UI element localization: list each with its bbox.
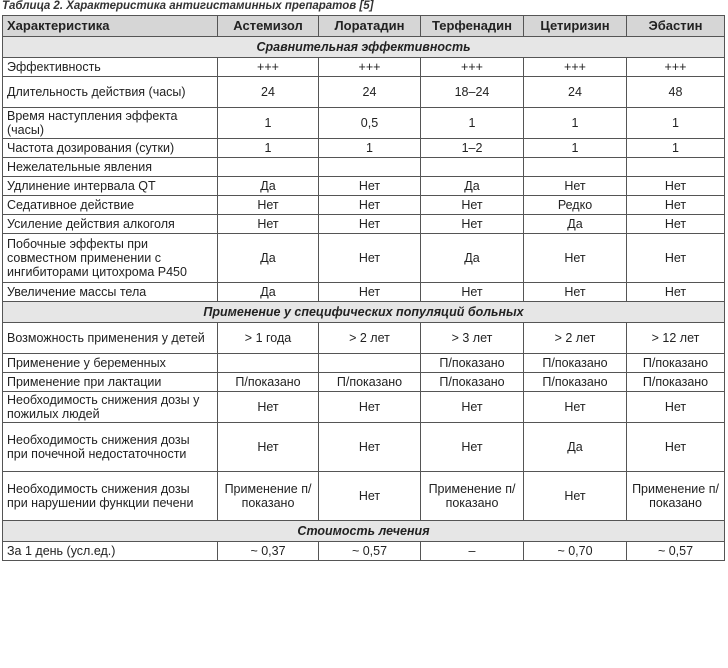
row-label: Седативное действие	[3, 196, 218, 215]
table-title: Таблица 2. Характеристика антигистаминных препаратов [5]	[2, 0, 374, 12]
header-cell-ebastine: Эбастин	[627, 16, 725, 37]
table-cell: П/показано	[319, 373, 421, 392]
row-label: Необходимость снижения дозы у пожилых людей	[3, 392, 218, 423]
table-cell: Нет	[627, 423, 725, 472]
row-label: Применение при лактации	[3, 373, 218, 392]
row-label: Побочные эффекты при совместном применении с ингибиторами цитохрома Р450	[3, 234, 218, 283]
table-cell: ~ 0,70	[524, 542, 627, 561]
table-cell	[218, 354, 319, 373]
table-cell: 0,5	[319, 108, 421, 139]
table-cell: Применение п/показано	[218, 472, 319, 521]
header-row	[3, 16, 725, 37]
section-heading: Сравнительная эффективность	[3, 37, 725, 58]
row-label: Время наступления эффекта (часы)	[3, 108, 218, 139]
table-row	[3, 392, 725, 423]
table-cell: +++	[524, 58, 627, 77]
table-body	[3, 37, 725, 561]
table-cell: Нет	[524, 234, 627, 283]
table-cell: Нет	[627, 177, 725, 196]
table-cell: Нет	[421, 423, 524, 472]
table-cell: –	[421, 542, 524, 561]
table-cell	[319, 158, 421, 177]
table-row	[3, 58, 725, 77]
row-label: Эффективность	[3, 58, 218, 77]
row-label: Необходимость снижения дозы при почечной недостаточности	[3, 423, 218, 472]
table-cell: 1	[627, 108, 725, 139]
table-cell: 1	[218, 139, 319, 158]
table-cell: 24	[524, 77, 627, 108]
table-cell: Нет	[524, 392, 627, 423]
table-cell: Применение п/показано	[627, 472, 725, 521]
table-cell: +++	[319, 58, 421, 77]
table-cell: П/показано	[421, 354, 524, 373]
table-row	[3, 472, 725, 521]
table-cell: 1	[319, 139, 421, 158]
table-cell: Да	[421, 177, 524, 196]
table-cell: > 3 лет	[421, 323, 524, 354]
table-row	[3, 139, 725, 158]
table-row	[3, 323, 725, 354]
table-cell: > 2 лет	[319, 323, 421, 354]
table-cell: 1	[421, 108, 524, 139]
table-cell: П/показано	[627, 373, 725, 392]
table-cell: ~ 0,37	[218, 542, 319, 561]
table-cell: Нет	[319, 472, 421, 521]
row-label: Удлинение интервала QT	[3, 177, 218, 196]
table-cell: Нет	[627, 215, 725, 234]
comparison-table	[2, 15, 725, 561]
table-cell: Нет	[421, 392, 524, 423]
table-cell: 1	[627, 139, 725, 158]
table-cell: Нет	[218, 196, 319, 215]
row-label: Нежелательные явления	[3, 158, 218, 177]
table-cell: 24	[319, 77, 421, 108]
table-cell: 1	[218, 108, 319, 139]
table-cell: П/показано	[524, 373, 627, 392]
table-cell: Да	[218, 234, 319, 283]
row-label: Применение у беременных	[3, 354, 218, 373]
table-cell: П/показано	[627, 354, 725, 373]
table-cell: Нет	[319, 234, 421, 283]
table-cell: Нет	[421, 215, 524, 234]
header-cell-loratadine: Лоратадин	[319, 16, 421, 37]
table-cell	[218, 158, 319, 177]
table-cell: 1	[524, 139, 627, 158]
table-cell: Нет	[218, 392, 319, 423]
table-cell: Нет	[524, 472, 627, 521]
table-cell: Нет	[627, 234, 725, 283]
table-cell: Применение п/показано	[421, 472, 524, 521]
table-cell: Нет	[319, 283, 421, 302]
table-row	[3, 108, 725, 139]
table-cell: ~ 0,57	[319, 542, 421, 561]
table-cell: Нет	[218, 215, 319, 234]
header-cell-cetirizine: Цетиризин	[524, 16, 627, 37]
table-row	[3, 373, 725, 392]
table-cell: Нет	[319, 215, 421, 234]
table-row	[3, 234, 725, 283]
table-cell	[319, 354, 421, 373]
row-label: Частота дозирования (сутки)	[3, 139, 218, 158]
table-header	[3, 16, 725, 37]
table-cell: > 12 лет	[627, 323, 725, 354]
table-cell: Нет	[421, 283, 524, 302]
table-cell: Нет	[524, 177, 627, 196]
table-cell: Нет	[524, 283, 627, 302]
table-cell: П/показано	[218, 373, 319, 392]
table-cell: > 1 года	[218, 323, 319, 354]
section-heading-row	[3, 302, 725, 323]
table-cell: Нет	[319, 196, 421, 215]
section-heading: Стоимость лечения	[3, 521, 725, 542]
table-cell: Нет	[319, 423, 421, 472]
table-cell: Да	[421, 234, 524, 283]
table-cell	[524, 158, 627, 177]
table-row	[3, 177, 725, 196]
row-label: Возможность применения у детей	[3, 323, 218, 354]
table-cell: 18–24	[421, 77, 524, 108]
table-row	[3, 283, 725, 302]
table-cell: Нет	[421, 196, 524, 215]
table-cell: +++	[627, 58, 725, 77]
section-heading-row	[3, 521, 725, 542]
table-cell: Да	[218, 177, 319, 196]
row-label: Увеличение массы тела	[3, 283, 218, 302]
table-cell	[627, 158, 725, 177]
table-cell: Нет	[319, 177, 421, 196]
table-row	[3, 215, 725, 234]
table-cell: Да	[218, 283, 319, 302]
table-cell: Нет	[218, 423, 319, 472]
table-cell: Нет	[627, 392, 725, 423]
table-cell: П/показано	[524, 354, 627, 373]
table-cell: Нет	[319, 392, 421, 423]
table-cell: 48	[627, 77, 725, 108]
table-cell: > 2 лет	[524, 323, 627, 354]
table-cell: Да	[524, 215, 627, 234]
table-cell: Нет	[627, 196, 725, 215]
table-row	[3, 158, 725, 177]
table-row	[3, 542, 725, 561]
row-label: За 1 день (усл.ед.)	[3, 542, 218, 561]
table-row	[3, 423, 725, 472]
table-cell	[421, 158, 524, 177]
row-label: Усиление действия алкоголя	[3, 215, 218, 234]
table-cell: ~ 0,57	[627, 542, 725, 561]
header-cell-terfenadine: Терфенадин	[421, 16, 524, 37]
table-cell: П/показано	[421, 373, 524, 392]
table-cell: +++	[218, 58, 319, 77]
table-cell: 1–2	[421, 139, 524, 158]
section-heading: Применение у специфических популяций больных	[3, 302, 725, 323]
table-cell: 24	[218, 77, 319, 108]
table-cell: Да	[524, 423, 627, 472]
table-cell: Нет	[627, 283, 725, 302]
header-cell-astemizole: Астемизол	[218, 16, 319, 37]
section-heading-row	[3, 37, 725, 58]
header-cell-characteristic: Характеристика	[3, 16, 218, 37]
row-label: Необходимость снижения дозы при нарушении функции печени	[3, 472, 218, 521]
table-cell: Редко	[524, 196, 627, 215]
table-row	[3, 77, 725, 108]
row-label: Длительность действия (часы)	[3, 77, 218, 108]
table-cell: +++	[421, 58, 524, 77]
table-cell: 1	[524, 108, 627, 139]
table-row	[3, 196, 725, 215]
table-row	[3, 354, 725, 373]
